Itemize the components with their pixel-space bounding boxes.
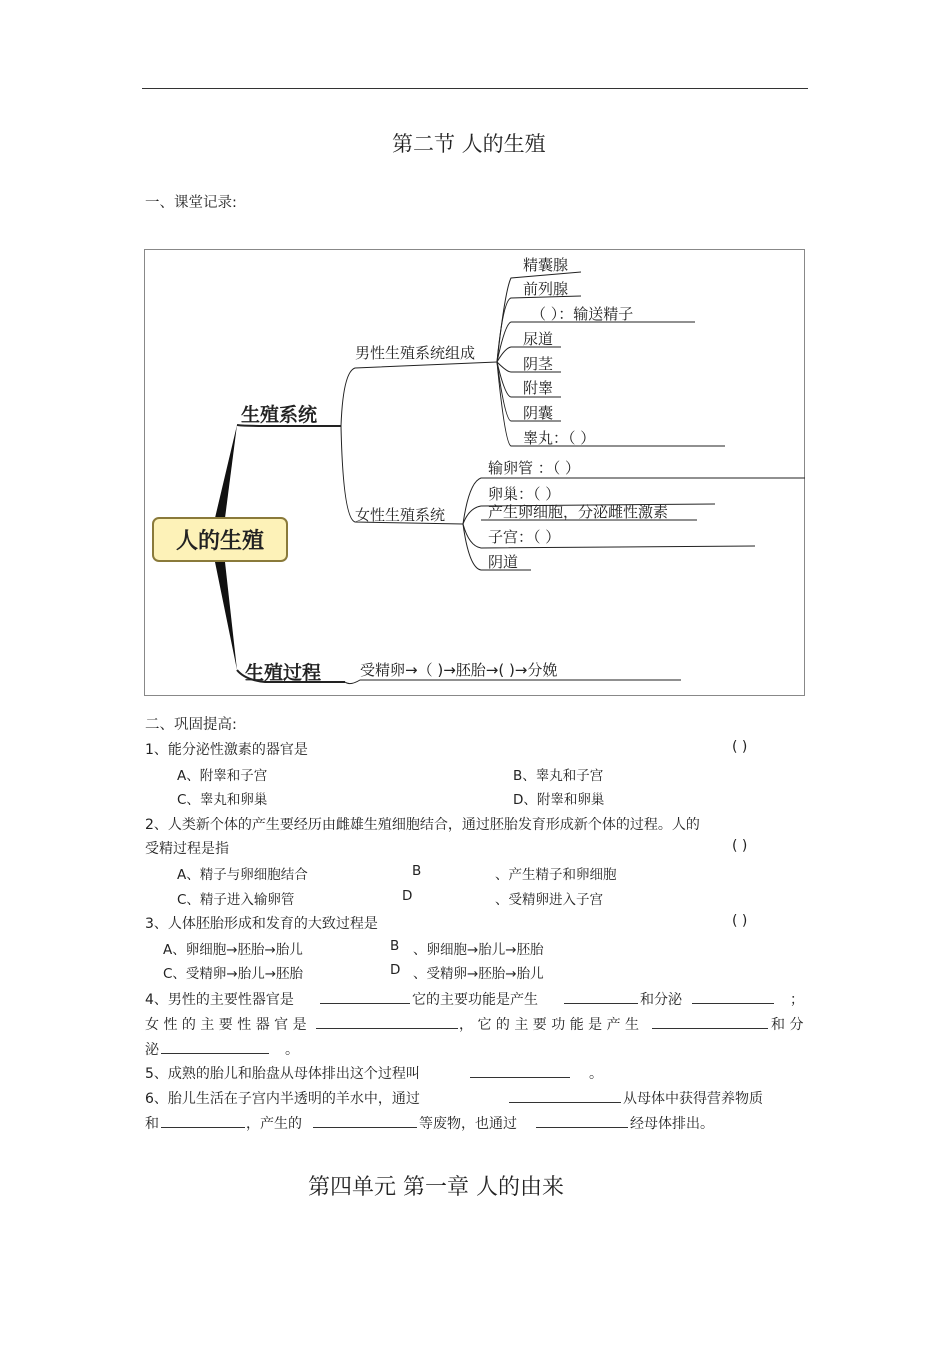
- question-4-text: 泌: [145, 1042, 159, 1058]
- male-item: （ ）：输送精子: [531, 305, 634, 323]
- option: A、卵细胞→胚胎→胎儿: [163, 942, 303, 958]
- fill-blank[interactable]: [564, 989, 638, 1008]
- fill-blank[interactable]: [161, 1039, 269, 1058]
- female-item: 卵巢：（ ）: [488, 485, 561, 503]
- section-2-heading: 二、巩固提高:: [145, 717, 237, 733]
- fill-blank[interactable]: [320, 989, 410, 1008]
- page-title: 第二节 人的生殖: [392, 132, 546, 156]
- process-chain: 受精卵→（ )→胚胎→( )→分娩: [360, 661, 558, 679]
- option-letter: D: [390, 962, 401, 978]
- mind-map-lines: [145, 250, 806, 697]
- wedge-upper: [215, 425, 237, 518]
- node-reproductive-process: 生殖过程: [245, 662, 322, 684]
- fill-blank[interactable]: [692, 989, 774, 1008]
- question-6: 6、胎儿生活在子宫内半透明的羊水中，通过: [145, 1091, 420, 1107]
- question-4-text: 和分泌: [640, 992, 682, 1008]
- male-item: 精囊腺: [523, 256, 569, 274]
- header-rule: [142, 88, 808, 89]
- question-6-text: 等废物，也通过: [419, 1116, 517, 1132]
- wedge-lower: [215, 562, 237, 670]
- option: D、附睾和卵巢: [513, 792, 605, 808]
- option-letter: B: [390, 938, 400, 954]
- option-letter: D: [402, 888, 413, 904]
- option: C、受精卵→胎儿→胚胎: [163, 966, 304, 982]
- fill-blank[interactable]: [652, 1014, 768, 1033]
- mind-map-diagram: [144, 249, 805, 696]
- node-female-system: 女性生殖系统: [355, 506, 446, 524]
- question-4: 4、男性的主要性器官是: [145, 992, 294, 1008]
- male-item: 前列腺: [523, 280, 569, 298]
- fill-blank[interactable]: [313, 1113, 417, 1132]
- question-6-text: ，产生的: [246, 1116, 302, 1132]
- question-5-end: 。: [589, 1066, 603, 1082]
- section-1-heading: 一、课堂记录:: [145, 195, 237, 211]
- question-4-text: 和 分: [771, 1017, 804, 1033]
- question-3: 3、人体胚胎形成和发育的大致过程是: [145, 916, 378, 932]
- male-item: 附睾: [523, 379, 554, 397]
- answer-paren-2: ( ): [732, 838, 748, 854]
- option: 、卵细胞→胎儿→胚胎: [413, 942, 544, 958]
- fill-blank[interactable]: [470, 1063, 570, 1082]
- fill-blank[interactable]: [161, 1113, 245, 1132]
- question-4-text: 女 性 的 主 要 性 器 官 是: [145, 1017, 307, 1033]
- question-1: 1、能分泌性激素的器官是: [145, 742, 308, 758]
- option: 、受精卵→胚胎→胎儿: [413, 966, 544, 982]
- male-item: 阴囊: [523, 404, 554, 422]
- question-4-text: ， 它 的 主 要 功 能 是 产 生: [459, 1017, 640, 1033]
- root-node: 人的生殖: [152, 517, 288, 562]
- next-unit-title: 第四单元 第一章 人的由来: [308, 1175, 564, 1200]
- node-reproductive-system: 生殖系统: [241, 404, 318, 426]
- female-item: 子宫：（ ）: [488, 528, 561, 546]
- female-item: 阴道: [488, 553, 519, 571]
- question-6-text: 经母体排出。: [630, 1116, 714, 1132]
- option-letter: B: [412, 863, 422, 879]
- question-2-cont: 受精过程是指: [145, 841, 229, 857]
- node-male-system: 男性生殖系统组成: [355, 344, 476, 362]
- female-item: 产生卵细胞，分泌雌性激素: [488, 503, 669, 521]
- option: 、受精卵进入子宫: [495, 892, 603, 908]
- question-4-text: ；: [790, 992, 804, 1008]
- question-2: 2、人类新个体的产生要经历由雌雄生殖细胞结合，通过胚胎发育形成新个体的过程。人的: [145, 817, 700, 833]
- fill-blank[interactable]: [316, 1014, 458, 1033]
- question-6-text: 从母体中获得营养物质: [623, 1091, 763, 1107]
- option: B、睾丸和子宫: [513, 768, 604, 784]
- answer-paren-3: ( ): [732, 913, 748, 929]
- male-item: 睾丸：（ ）: [523, 429, 596, 447]
- question-4-text: 它的主要功能是产生: [412, 992, 538, 1008]
- fill-blank[interactable]: [509, 1088, 621, 1107]
- question-6-text: 和: [145, 1116, 159, 1132]
- female-item: 输卵管 ：（ ）: [488, 459, 581, 477]
- option: A、附睾和子宫: [177, 768, 268, 784]
- male-item: 尿道: [523, 330, 554, 348]
- fill-blank[interactable]: [536, 1113, 628, 1132]
- answer-paren-1: ( ): [732, 739, 748, 755]
- question-4-text: 。: [285, 1042, 299, 1058]
- male-item: 阴茎: [523, 355, 554, 373]
- option: 、产生精子和卵细胞: [495, 867, 617, 883]
- option: A、精子与卵细胞结合: [177, 867, 308, 883]
- option: C、精子进入输卵管: [177, 892, 295, 908]
- option: C、睾丸和卵巢: [177, 792, 268, 808]
- question-5: 5、成熟的胎儿和胎盘从母体排出这个过程叫: [145, 1066, 420, 1082]
